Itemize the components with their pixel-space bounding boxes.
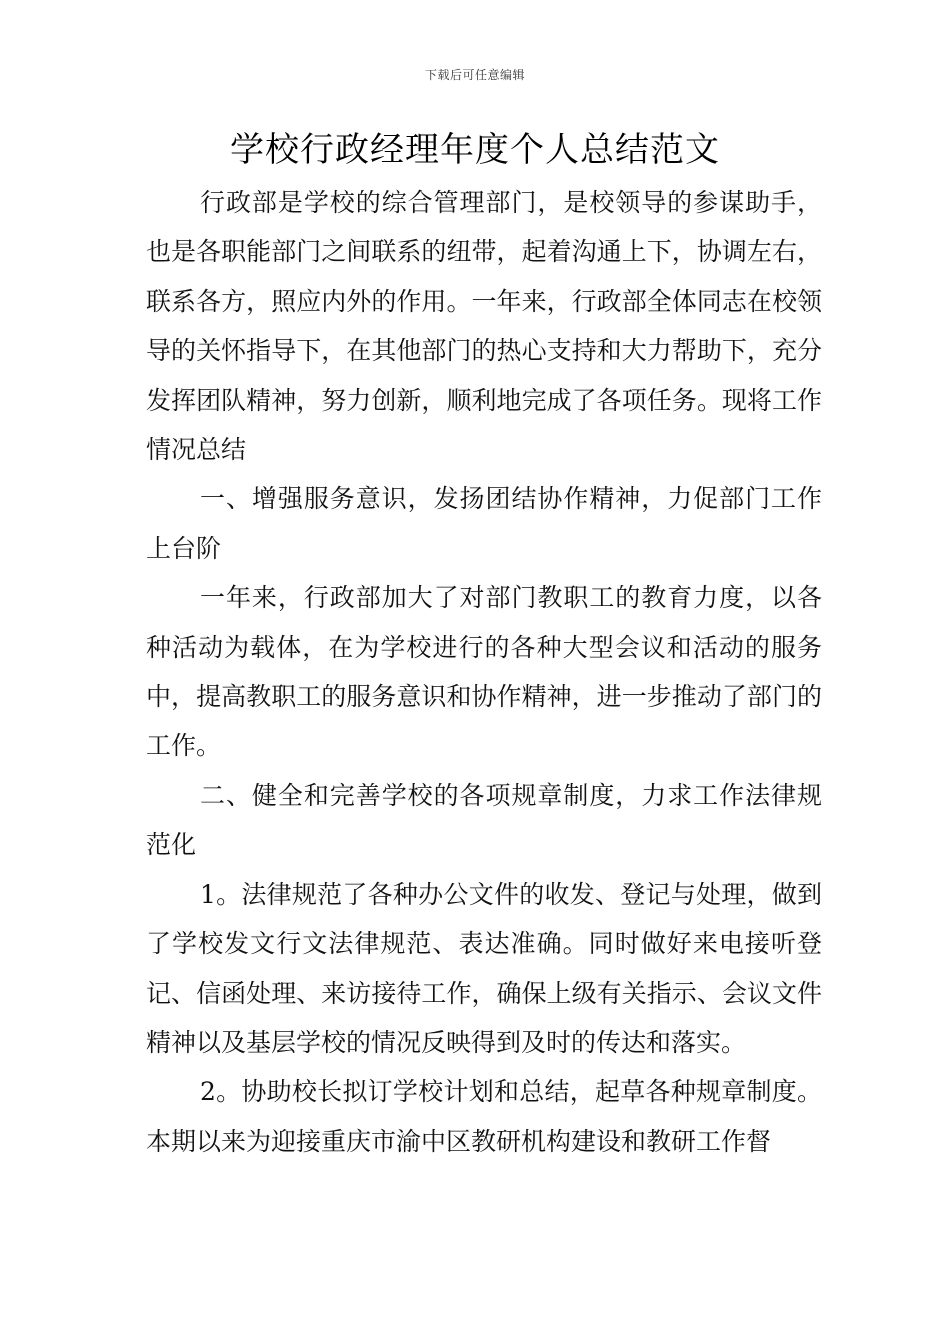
paragraph-item-1: 1。法律规范了各种办公文件的收发、登记与处理，做到了学校发文行文法律规范、表达准确。同时做好来电接听登记、信函处理、来访接待工作，确保上级有关指示、会议文件精神以及基层学校的情况反映得到及时的传达和落实。 [146,879,822,1057]
paragraph-item-2: 2。协助校长拟订学校计划和总结，起草各种规章制度。本期以来为迎接重庆市渝中区教研机构建设和教研工作督 [146,1077,822,1156]
document-title: 学校行政经理年度个人总结范文 [230,130,720,170]
document-body [146,178,822,1166]
section-heading-2: 二、健全和完善学校的各项规章制度，力求工作法律规范化 [146,780,822,860]
section-heading-1: 一、增强服务意识，发扬团结协作精神，力促部门工作上台阶 [146,484,822,563]
paragraph-section-1: 一年来，行政部加大了对部门教职工的教育力度，以各种活动为载体，在为学校进行的各种大型会议和活动的服务中，提高教职工的服务意识和协作精神，进一步推动了部门的工作。 [146,583,822,761]
header-note: 下载后可任意编辑 [424,68,525,82]
paragraph-intro: 行政部是学校的综合管理部门，是校领导的参谋助手，也是各职能部门之间联系的纽带，起着沟通上下，协调左右，联系各方，照应内外的作用。一年来，行政部全体同志在校领导的关怀指导下，在其他部门的热心支持和大力帮助下，充分发挥团队精神，努力创新，顺利地完成了各项任务。现将工作情况总结 [146,188,822,465]
